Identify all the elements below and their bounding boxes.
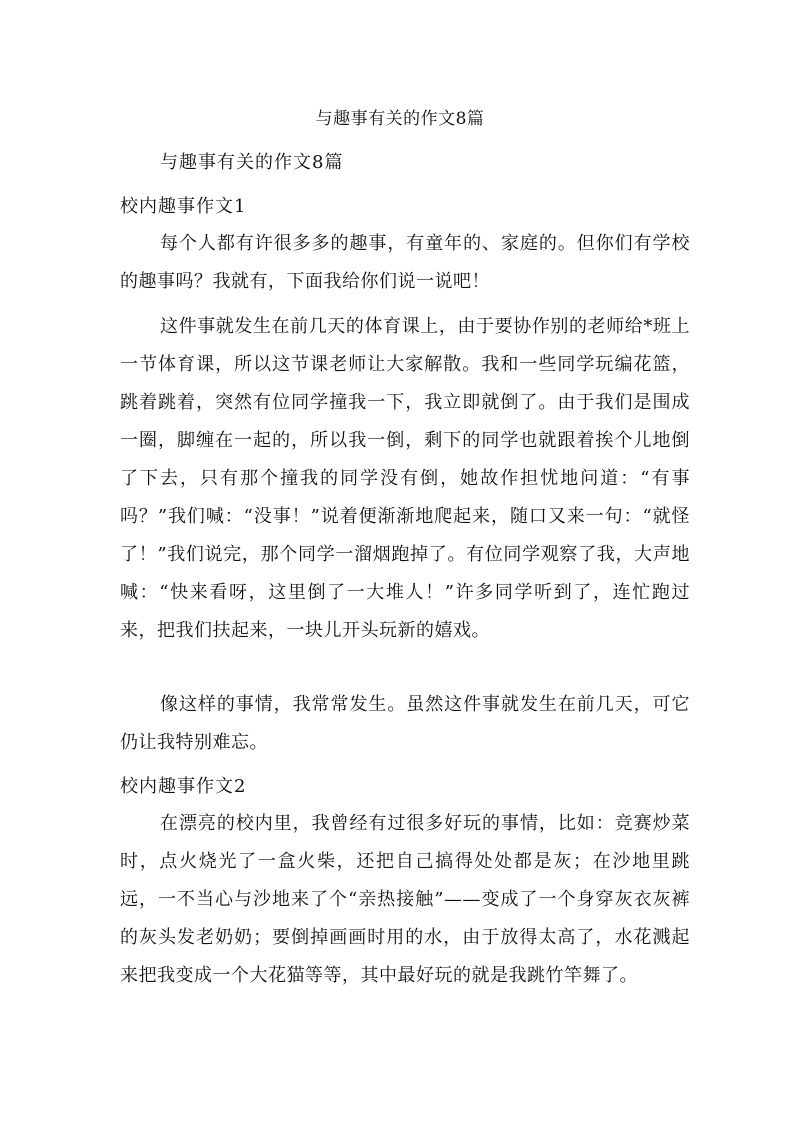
section-heading: 校内趣事作文1 (120, 196, 247, 217)
document-subtitle: 与趣事有关的作文8篇 (160, 152, 344, 173)
paragraph: 每个人都有许很多多的趣事，有童年的、家庭的。但你们有学校的趣事吗？我就有，下面我给你们说一说吧！ (120, 233, 690, 292)
document-title: 与趣事有关的作文8篇 (315, 109, 485, 129)
section-heading: 校内趣事作文2 (120, 776, 247, 797)
paragraph: 这件事就发生在前几天的体育课上，由于要协作别的老师给*班上一节体育课，所以这节课老师让大家解散。我和一些同学玩编花篮，跳着跳着，突然有位同学撞我一下，我立即就倒了。由于我们是围成一圈，脚缠在一起的，所以我一倒，剩下的同学也就跟着挨个儿地倒了下去，只有那个撞我的同学没有倒，她故作担忧地问道：“有事吗？”我们喊：“没事！”说着便渐渐地爬起来，随口又来一句：“就怪了！”我们说完，那个同学一溜烟跑掉了。有位同学观察了我，大声地喊：“快来看呀，这里倒了一大堆人！”许多同学听到了，连忙跑过来，把我们扶起来，一块儿开头玩新的嬉戏。 (120, 316, 690, 641)
paragraph: 在漂亮的校内里，我曾经有过很多好玩的事情，比如：竞赛炒菜时，点火烧光了一盒火柴，还把自己搞得处处都是灰；在沙地里跳远，一不当心与沙地来了个“亲热接触”——变成了一个身穿灰衣灰裤的灰头发老奶奶；要倒掉画画时用的水，由于放得太高了，水花溅起来把我变成一个大花猫等等，其中最好玩的就是我跳竹竿舞了。 (120, 813, 690, 986)
paragraph: 像这样的事情，我常常发生。虽然这件事就发生在前几天，可它仍让我特别难忘。 (120, 694, 690, 753)
